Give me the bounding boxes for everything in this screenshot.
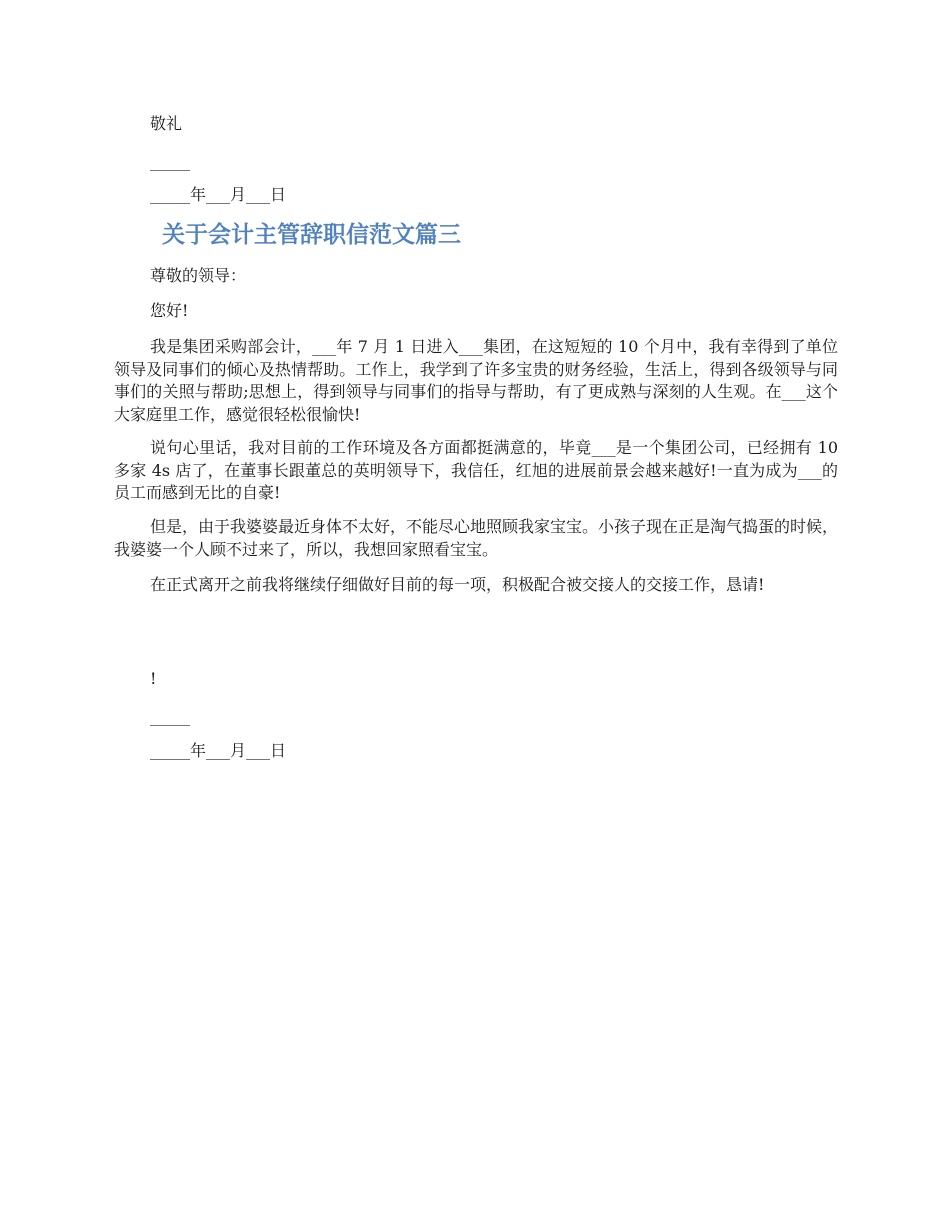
body-paragraph-3: 但是，由于我婆婆最近身体不太好，不能尽心地照顾我家宝宝。小孩子现在正是淘气捣蛋的时候，我婆婆一个人顾不过来了，所以，我想回家照看宝宝。 <box>114 517 839 559</box>
date-line-2: _____年___月___日 <box>150 741 287 760</box>
closing-mark: ! <box>150 669 157 688</box>
closing-salute: 敬礼 <box>150 114 183 133</box>
signature-blank: _____ <box>150 152 190 171</box>
greeting: 您好! <box>150 301 189 320</box>
body-paragraph-1: 我是集团采购部会计，___年 7 月 1 日进入___集团，在这短短的 10 个月中，我有幸得到了单位领导及同事们的倾心及热情帮助。工作上，我学到了许多宝贵的财务经验，生活上，得到各级领导与同事们的关照与帮助;思想上，得到领导与同事们的指导与帮助，有了更成熟与深刻的人生观。在___这个大家庭里工作，感觉很轻松很愉快! <box>114 337 838 424</box>
body-paragraph-2: 说句心里话，我对目前的工作环境及各方面都挺满意的，毕竟___是一个集团公司，已经拥有 10 多家 4s 店了，在董事长跟董总的英明领导下，我信任，红旭的进展前景会越来越好!一直为成为___的员工而感到无比的自豪! <box>114 438 838 502</box>
date-line: _____年___月___日 <box>150 185 287 204</box>
section-heading: 关于会计主管辞职信范文篇三 <box>162 222 461 248</box>
salutation: 尊敬的领导： <box>150 266 247 285</box>
signature-blank-2: _____ <box>150 707 190 726</box>
body-paragraph-4: 在正式离开之前我将继续仔细做好目前的每一项，积极配合被交接人的交接工作，恳请! <box>150 575 765 594</box>
